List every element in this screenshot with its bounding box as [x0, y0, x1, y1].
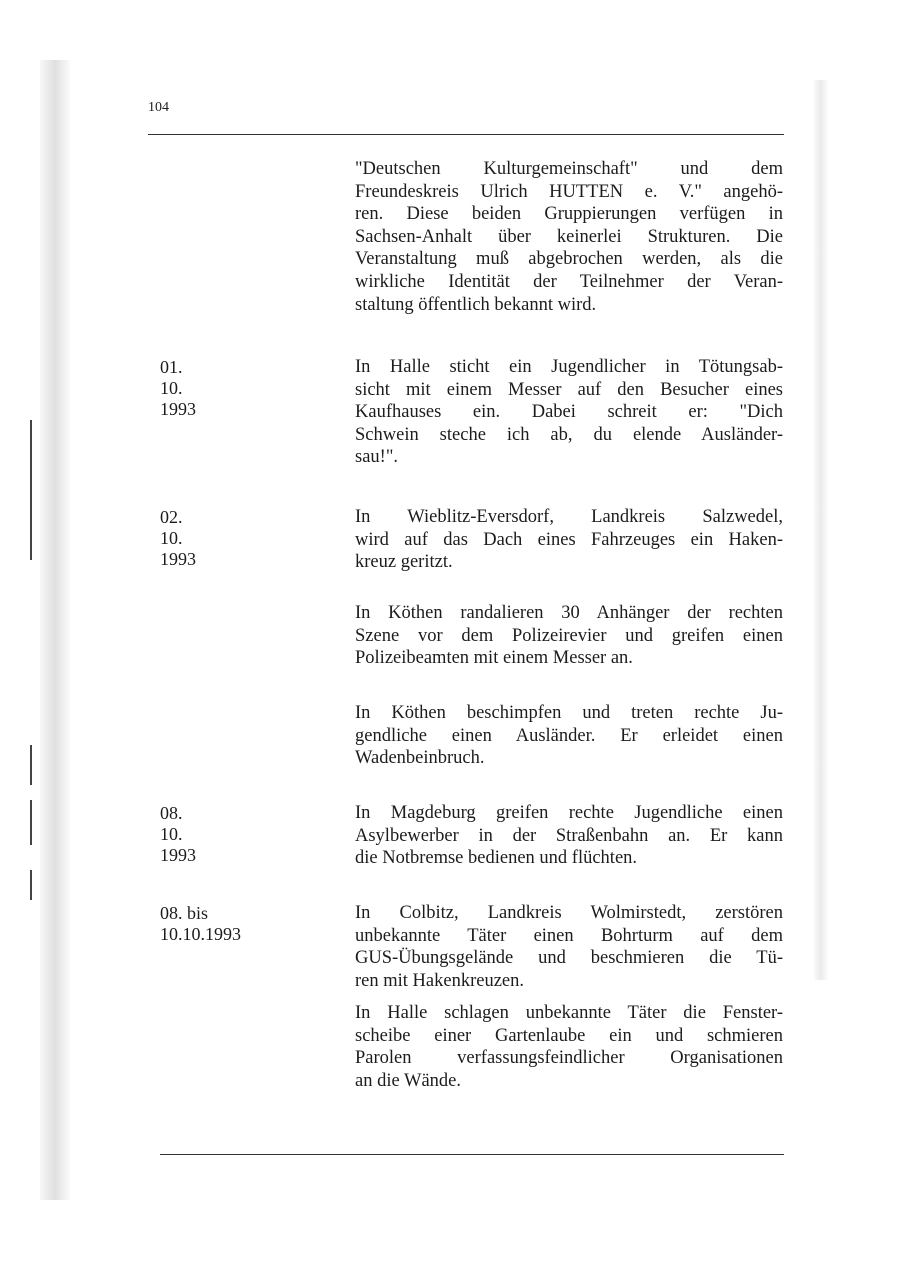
entry-text	[355, 1002, 783, 1092]
footer-rule	[160, 1154, 784, 1155]
text-line: kreuz geritzt.	[355, 552, 453, 573]
entry-text	[355, 802, 783, 870]
entry-text	[355, 356, 783, 469]
entry-text	[355, 902, 783, 992]
entry-text	[355, 602, 783, 670]
text-line: staltung öffentlich bekannt wird.	[355, 294, 597, 315]
text-line: Freundeskreis Ulrich HUTTEN e. V." angehö-	[355, 181, 783, 202]
entry-date: 08. bis 10.10.1993	[160, 903, 241, 944]
text-line: sau!".	[355, 447, 398, 468]
header-rule	[148, 134, 784, 135]
text-line: "Deutschen Kulturgemeinschaft" und dem	[355, 159, 783, 179]
text-line: Szene vor dem Polizeirevier und greifen einen	[355, 625, 783, 646]
entry-date: 08. 10. 1993	[160, 803, 196, 865]
scan-edge-shadow	[40, 60, 70, 1200]
text-line: unbekannte Täter einen Bohrturm auf dem	[355, 925, 783, 946]
text-line: In Colbitz, Landkreis Wolmirstedt, zerstören	[355, 903, 783, 923]
text-line: In Halle schlagen unbekannte Täter die Fenster-	[355, 1003, 783, 1023]
entry-text	[355, 702, 783, 770]
text-line: Sachsen-Anhalt über keinerlei Strukturen. Die	[355, 226, 783, 247]
text-line: In Halle sticht ein Jugendlicher in Tötungsab-	[355, 357, 783, 377]
margin-mark	[30, 745, 32, 785]
entry-date: 02. 10. 1993	[160, 507, 196, 569]
margin-mark	[30, 420, 32, 560]
margin-mark	[30, 800, 32, 845]
text-line: Veranstaltung muß abgebrochen werden, als die	[355, 249, 783, 270]
text-line: sicht mit einem Messer auf den Besucher eines	[355, 379, 783, 400]
text-line: Kaufhauses ein. Dabei schreit er: "Dich	[355, 402, 783, 423]
text-line: ren mit Hakenkreuzen.	[355, 970, 524, 991]
entry-text	[355, 158, 783, 316]
text-line: gendliche einen Ausländer. Er erleidet einen	[355, 725, 783, 746]
text-line: Schwein steche ich ab, du elende Ausländer-	[355, 424, 783, 445]
text-line: Polizeibeamten mit einem Messer an.	[355, 648, 633, 669]
text-line: In Wieblitz-Eversdorf, Landkreis Salzwedel,	[355, 507, 783, 527]
text-line: Parolen verfassungsfeindlicher Organisationen	[355, 1048, 783, 1069]
text-line: an die Wände.	[355, 1070, 461, 1091]
text-line: die Notbremse bedienen und flüchten.	[355, 848, 638, 869]
entry-date: 01. 10. 1993	[160, 357, 196, 419]
scan-edge-shadow-right	[814, 80, 828, 980]
text-line: scheibe einer Gartenlaube ein und schmieren	[355, 1025, 783, 1046]
text-line: In Köthen beschimpfen und treten rechte Ju-	[355, 703, 783, 723]
text-line: Wadenbeinbruch.	[355, 748, 485, 769]
text-line: wirkliche Identität der Teilnehmer der Veran-	[355, 271, 783, 292]
text-line: GUS-Übungsgelände und beschmieren die Tü-	[355, 948, 783, 969]
text-line: ren. Diese beiden Gruppierungen verfügen in	[355, 204, 783, 225]
page-number: 104	[148, 100, 169, 115]
margin-mark	[30, 870, 32, 900]
text-line: In Magdeburg greifen rechte Jugendliche einen	[355, 803, 783, 823]
text-line: In Köthen randalieren 30 Anhänger der rechten	[355, 603, 783, 623]
text-line: Asylbewerber in der Straßenbahn an. Er kann	[355, 825, 783, 846]
text-line: wird auf das Dach eines Fahrzeuges ein Haken-	[355, 529, 783, 550]
entry-text	[355, 506, 783, 574]
